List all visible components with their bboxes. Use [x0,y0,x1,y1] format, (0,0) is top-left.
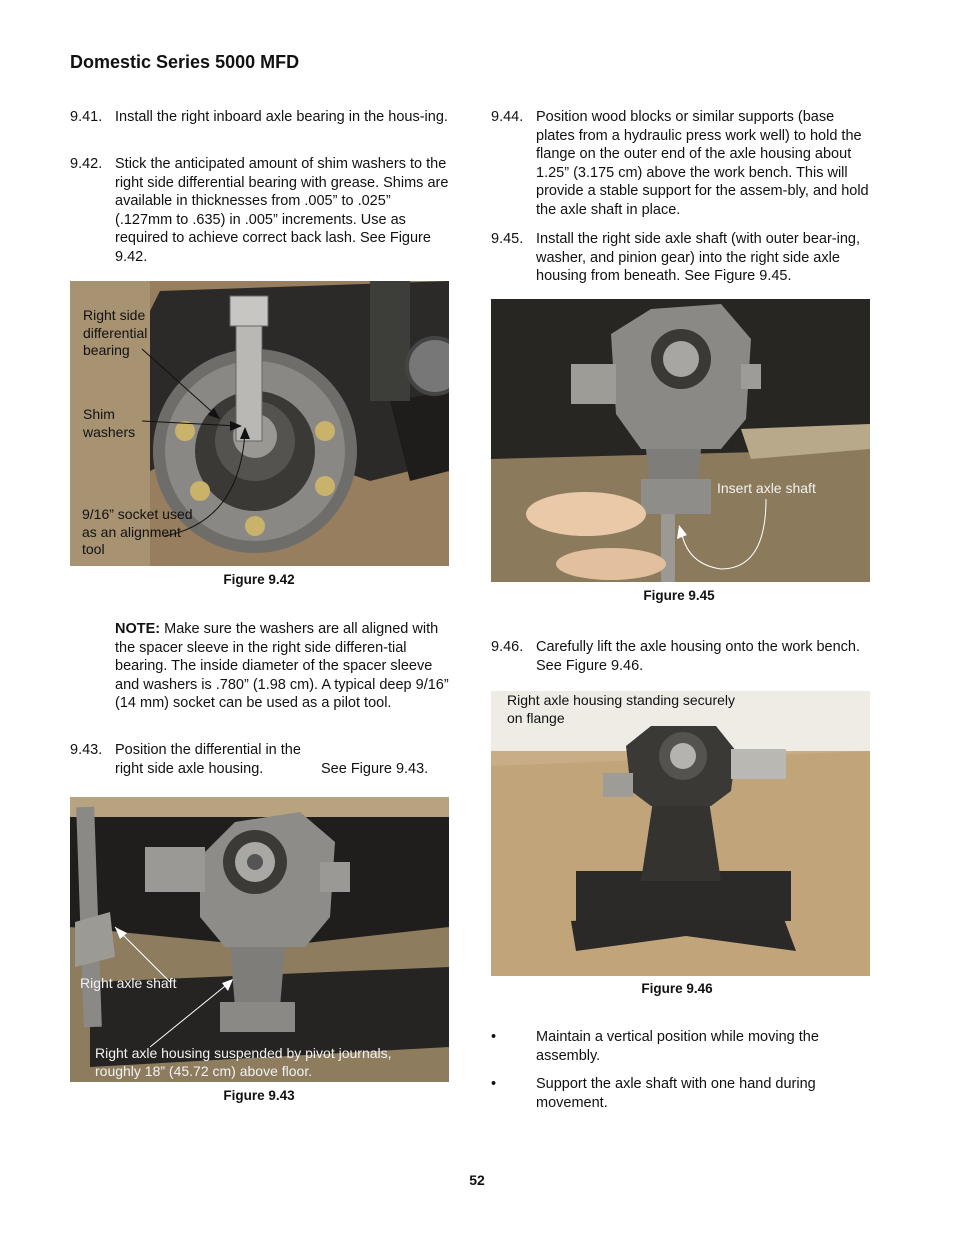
figure-9-42-photo [70,281,449,566]
callout-shim-washers: Shim washers [83,406,136,440]
step-9-46 [491,638,869,675]
step-text: Carefully lift the axle housing onto the work bench. See Figure 9.46. [536,639,861,674]
step-number: 9.46. [491,639,524,655]
step-number: 9.42. [70,156,103,172]
step-text: Install the right inboard axle bearing in the hous-ing. [115,109,448,125]
step-9-45 [491,230,869,286]
step-9-42 [70,155,450,267]
step-number: 9.45. [491,231,524,247]
bullet-text: Support the axle shaft with one hand during movement. [536,1076,816,1111]
step-text: Stick the anticipated amount of shim washers to the right side differential bearing with grease. Shims are available in thicknesses from .005” to .025” (.127mm to .635) in .005” increments. Use as required to achieve correct back lash. See Figure 9.42. [115,156,449,265]
step-9-41 [70,108,450,127]
note-block [115,620,450,713]
figure-9-46-photo [491,691,870,976]
step-number: 9.43. [70,742,103,758]
figure-9-46-caption: Figure 9.46 [641,981,713,996]
page-number: 52 [469,1172,485,1188]
step-9-43 [70,741,450,779]
page-title: Domestic Series 5000 MFD [70,52,300,72]
step-text: Position the differential in the right side axle housing. [115,742,301,777]
figure-9-45-caption: Figure 9.45 [643,588,715,603]
step-number: 9.44. [491,109,524,125]
callout-insert-axle-shaft: Insert axle shaft [717,480,816,496]
callout-right-axle-shaft: Right axle shaft [80,975,177,991]
bullet-text: Maintain a vertical position while moving the assembly. [536,1029,819,1064]
figure-9-42-caption: Figure 9.42 [223,572,295,587]
callout-right-side-bearing: Right side differential bearing [83,307,148,358]
bullet-mark: • [491,1076,497,1092]
callout-socket-tool: 9/16” socket used as an alignment tool [82,506,193,557]
step-9-44 [491,108,869,220]
figure-9-43-caption: Figure 9.43 [223,1088,295,1103]
bullet-mark: • [491,1029,497,1045]
note-text: Make sure the washers are all aligned with the spacer sleeve in the right side differen-tial bearing. The inside diameter of the spacer sleeve and washers is .780” (1.98 cm). A typical deep 9/16” (14 mm) socket can be used as a pilot tool. [115,621,449,712]
step-text: Install the right side axle shaft (with outer bear-ing, washer, and pinion gear) into the right side axle housing from beneath. See Figure 9.45. [536,231,860,285]
callout-housing-standing: Right axle housing standing securely on flange [507,692,736,726]
callout-housing-suspended: Right axle housing suspended by pivot journals, roughly 18” (45.72 cm) above floor. [95,1045,392,1079]
figure-9-45-photo [491,299,870,582]
step-text: Position wood blocks or similar supports (base plates from a hydraulic press work well) to hold the flange on the outer end of the axle housing about 1.25” (3.175 cm) above the work bench. This will provide a stable support for the assem-bly, and hold the axle shaft in place. [536,109,869,218]
bullet-item [491,1028,869,1065]
step-number: 9.41. [70,109,103,125]
step-figure-ref: See Figure 9.43. [321,760,429,777]
note-label: NOTE: [115,621,161,637]
figure-9-43-photo [70,797,449,1082]
bullet-item [491,1075,869,1112]
